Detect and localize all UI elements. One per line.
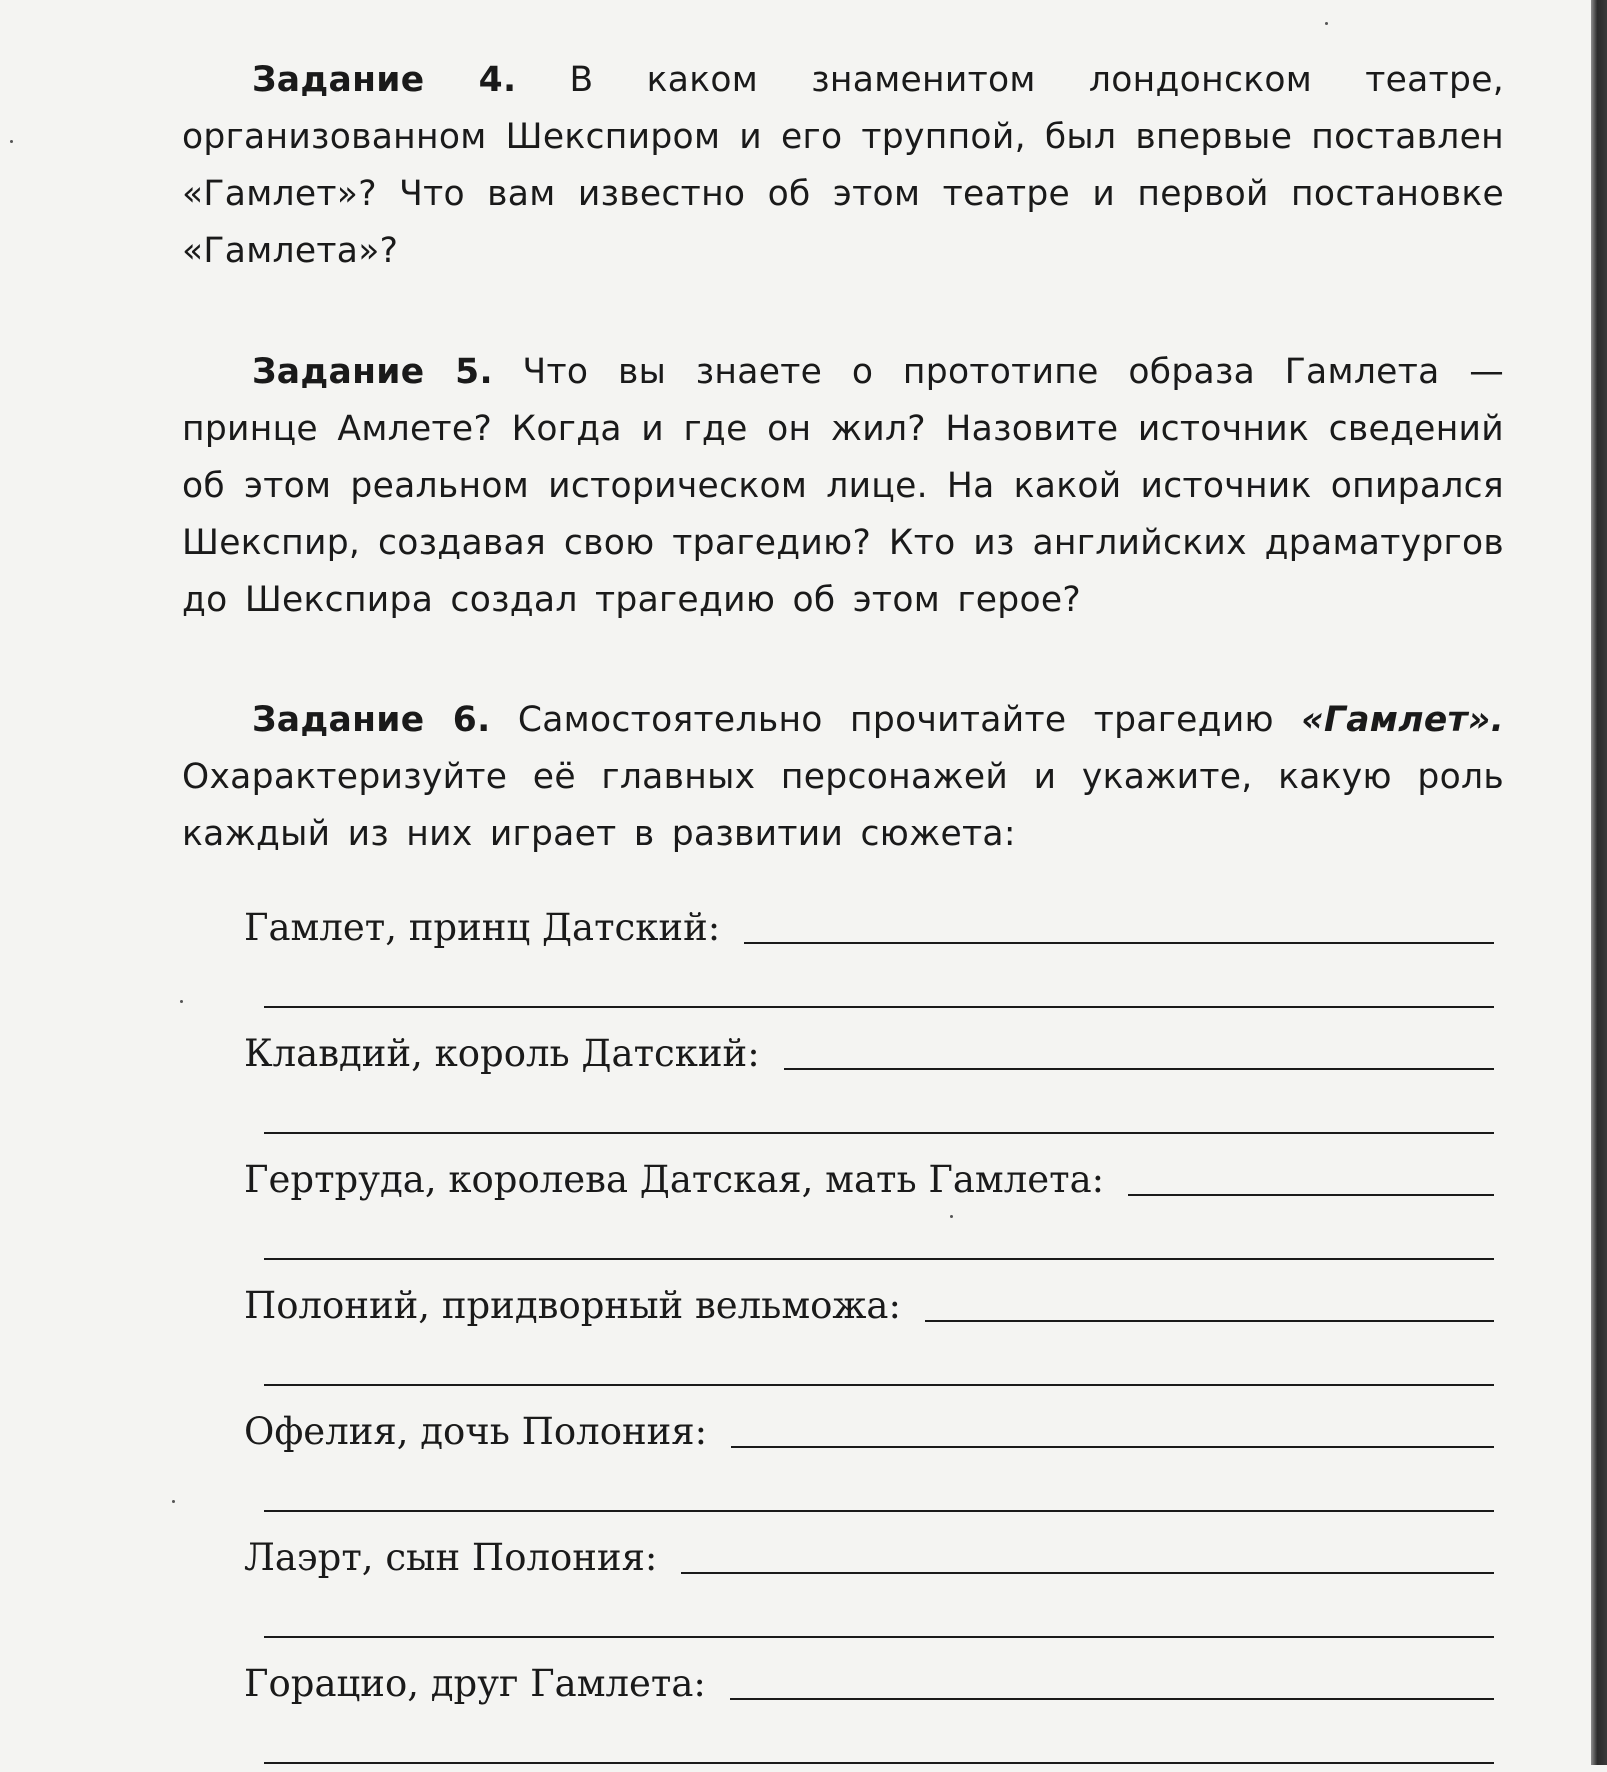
character-label-laertes: Лаэрт, сын Полония:: [244, 1536, 658, 1579]
answer-line[interactable]: [264, 1006, 1494, 1008]
scan-speck: [950, 1215, 953, 1218]
task-6: [182, 692, 1504, 863]
answer-line[interactable]: [1128, 1194, 1494, 1196]
task-6-label: Задание 6.: [252, 700, 491, 740]
answer-line[interactable]: [744, 942, 1494, 944]
answer-line[interactable]: [925, 1320, 1494, 1322]
character-label-hamlet: Гамлет, принц Датский:: [244, 906, 721, 949]
character-row-gertrude: [244, 1142, 1494, 1268]
answer-line[interactable]: [264, 1258, 1494, 1260]
task-5-label: Задание 5.: [252, 352, 493, 392]
task-4-text: В каком знаменитом лондонском театре, организованном Шекспиром и его труппой, был впервые поставлен «Гамлет»? Что вам известно об этом театре и первой постановке «Гамлета»?: [182, 60, 1504, 271]
scan-page-edge: [1591, 0, 1607, 1765]
task-6-book-title: «Гамлет».: [1301, 700, 1504, 740]
task-5-text: Что вы знаете о прототипе образа Гамлета — принце Амлете? Когда и где он жил? Назовите источник сведений об этом реальном историческом лице. На какой источник опирался Шекспир, создавая свою трагедию? Кто из английских драматургов до Шекспира создал трагедию об этом герое?: [182, 352, 1505, 620]
answer-line[interactable]: [681, 1572, 1494, 1574]
scan-speck: [180, 1000, 183, 1003]
character-row-laertes: [244, 1520, 1494, 1646]
task-5: [182, 344, 1504, 629]
scan-speck: [1325, 22, 1328, 25]
answer-line[interactable]: [264, 1762, 1494, 1764]
answer-line[interactable]: [264, 1636, 1494, 1638]
answer-line[interactable]: [264, 1132, 1494, 1134]
character-row-hamlet: [244, 890, 1494, 1016]
answer-line[interactable]: [731, 1446, 1494, 1448]
character-row-claudius: [244, 1016, 1494, 1142]
task-4: [182, 52, 1504, 280]
answer-line[interactable]: [264, 1384, 1494, 1386]
scan-speck: [10, 140, 13, 143]
answer-line[interactable]: [264, 1510, 1494, 1512]
scan-speck: [172, 1500, 175, 1503]
answer-line[interactable]: [784, 1068, 1494, 1070]
answer-line[interactable]: [730, 1698, 1494, 1700]
task-6-text-before: Самостоятельно прочитайте трагедию: [490, 700, 1302, 740]
character-label-ophelia: Офелия, дочь Полония:: [244, 1410, 708, 1453]
character-row-ophelia: [244, 1394, 1494, 1520]
character-label-claudius: Клавдий, король Датский:: [244, 1032, 760, 1075]
task-6-text-after: Охарактеризуйте её главных персонажей и укажите, какую роль каждый из них играет в развитии сюжета:: [182, 757, 1504, 854]
task-4-label: Задание 4.: [252, 60, 517, 100]
character-label-polonius: Полоний, придворный вельможа:: [244, 1284, 901, 1327]
character-label-gertrude: Гертруда, королева Датская, мать Гамлета:: [244, 1158, 1105, 1201]
character-row-polonius: [244, 1268, 1494, 1394]
character-label-horatio: Горацио, друг Гамлета:: [244, 1662, 706, 1705]
character-row-horatio: [244, 1646, 1494, 1772]
